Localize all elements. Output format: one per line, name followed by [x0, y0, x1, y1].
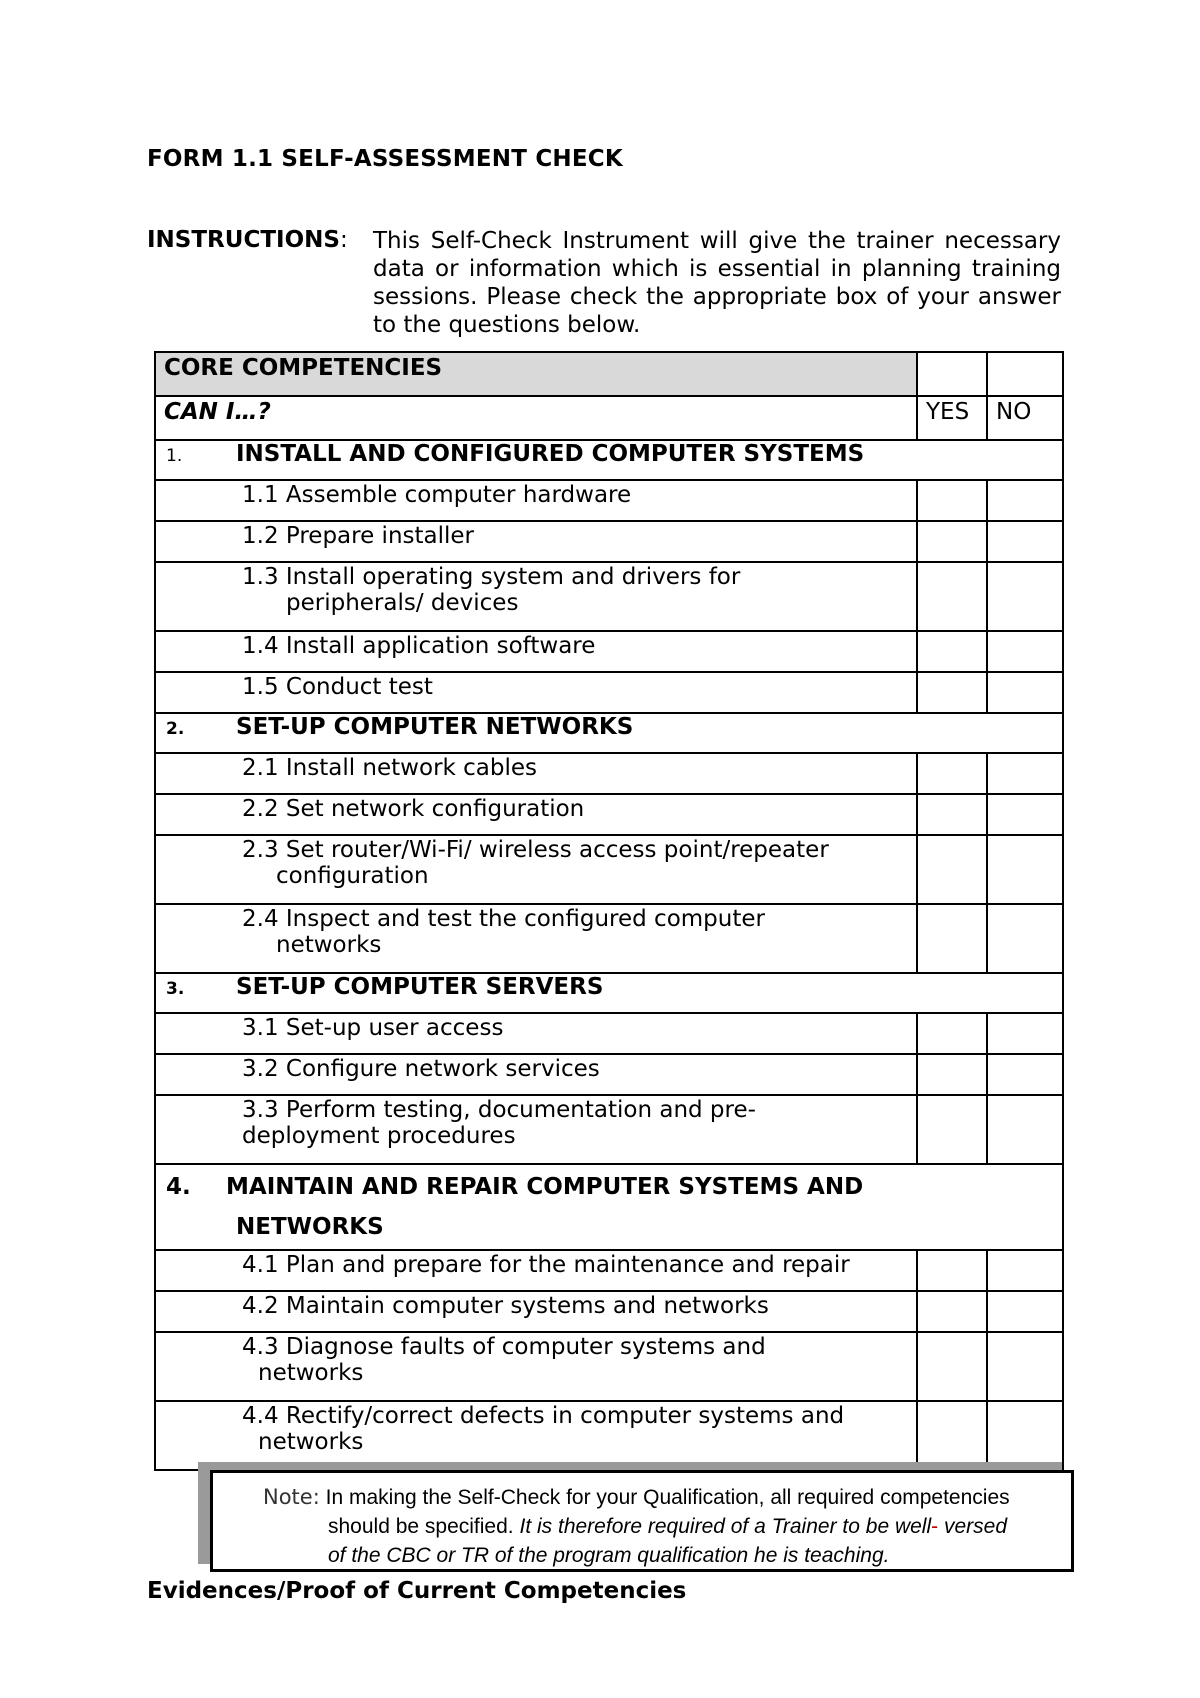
table-row [155, 1250, 1063, 1291]
competency-item: 3.2 Configure network services [155, 1054, 917, 1095]
yes-checkbox-cell[interactable] [917, 1401, 987, 1470]
can-i-row [155, 396, 1063, 440]
note-box [210, 1470, 1074, 1572]
yes-checkbox-cell[interactable] [917, 904, 987, 973]
section-1-header [155, 440, 1063, 480]
yes-checkbox-cell[interactable] [917, 1054, 987, 1095]
item-line-1: 2.3 Set router/Wi-Fi/ wireless access point/repeater [242, 837, 829, 863]
table-row [155, 753, 1063, 794]
note-italic-text-b: versed [938, 1515, 1008, 1538]
yes-checkbox-cell[interactable] [917, 1095, 987, 1164]
no-checkbox-cell[interactable] [987, 631, 1063, 672]
table-row [155, 794, 1063, 835]
section-2-header [155, 713, 1063, 753]
instructions-text: This Self-Check Instrument will give the trainer necessary data or information which is essential in planning training sessions. Please check the appropriate box of your answer to the questions below. [373, 228, 1061, 338]
table-row [155, 835, 1063, 904]
table-row [155, 1054, 1063, 1095]
note-text-line-1: In making the Self-Check for your Qualification, all required competencies [325, 1486, 1010, 1509]
instructions-label-text: INSTRUCTIONS [147, 227, 340, 253]
yes-checkbox-cell[interactable] [917, 1332, 987, 1401]
competency-item [155, 904, 917, 973]
section-number: 2. [166, 719, 185, 739]
section-row [155, 440, 1063, 480]
competency-item: 4.1 Plan and prepare for the maintenance and repair [155, 1250, 917, 1291]
self-assessment-table [154, 351, 1064, 1471]
yes-checkbox-cell[interactable] [917, 1250, 987, 1291]
table-row [155, 672, 1063, 713]
header-blank-yes [917, 352, 987, 396]
no-checkbox-cell[interactable] [987, 835, 1063, 904]
section-4-header [155, 1164, 1063, 1250]
table-row [155, 562, 1063, 631]
competency-item: 1.1 Assemble computer hardware [155, 480, 917, 521]
no-checkbox-cell[interactable] [987, 521, 1063, 562]
can-i-label: CAN I…? [155, 396, 917, 440]
note-text-line-2: should be specified. [328, 1515, 514, 1538]
yes-checkbox-cell[interactable] [917, 480, 987, 521]
competency-item [155, 1332, 917, 1401]
item-line-1: 1.3 Install operating system and drivers for [242, 564, 741, 590]
note-label: Note: [263, 1485, 320, 1509]
section-row [155, 713, 1063, 753]
no-column-header: NO [987, 396, 1063, 440]
section-title: INSTALL AND CONFIGURED COMPUTER SYSTEMS [236, 441, 865, 467]
section-title: SET-UP COMPUTER SERVERS [236, 974, 604, 1000]
section-row [155, 973, 1063, 1013]
table-row [155, 631, 1063, 672]
section-number: 3. [166, 979, 185, 999]
table-row [155, 1095, 1063, 1164]
yes-checkbox-cell[interactable] [917, 835, 987, 904]
note-line-2 [263, 1512, 1059, 1541]
section-3-header [155, 973, 1063, 1013]
item-line-2: peripherals/ devices [286, 590, 519, 616]
no-checkbox-cell[interactable] [987, 904, 1063, 973]
no-checkbox-cell[interactable] [987, 1095, 1063, 1164]
competency-item: 1.2 Prepare installer [155, 521, 917, 562]
note-italic-text: It is therefore required of a Trainer to be well [519, 1515, 932, 1538]
item-line-1: 3.3 Perform testing, documentation and pre- [242, 1097, 756, 1123]
table-row [155, 1332, 1063, 1401]
table-row [155, 1291, 1063, 1332]
evidence-heading: Evidences/Proof of Current Competencies [147, 1578, 687, 1604]
item-line-1: 2.4 Inspect and test the configured computer [242, 906, 765, 932]
section-title-line-2: NETWORKS [236, 1214, 384, 1240]
competency-item [155, 562, 917, 631]
no-checkbox-cell[interactable] [987, 753, 1063, 794]
table-row [155, 904, 1063, 973]
competency-item: 2.1 Install network cables [155, 753, 917, 794]
competency-item: 1.4 Install application software [155, 631, 917, 672]
item-line-2: networks [258, 1360, 364, 1386]
yes-checkbox-cell[interactable] [917, 672, 987, 713]
no-checkbox-cell[interactable] [987, 562, 1063, 631]
no-checkbox-cell[interactable] [987, 794, 1063, 835]
item-line-2: networks [258, 1429, 364, 1455]
no-checkbox-cell[interactable] [987, 1250, 1063, 1291]
section-number: 4. [166, 1174, 191, 1200]
form-title: FORM 1.1 SELF-ASSESSMENT CHECK [147, 146, 623, 172]
table-row [155, 521, 1063, 562]
core-competencies-header-row [155, 352, 1063, 396]
yes-checkbox-cell[interactable] [917, 631, 987, 672]
note-text-line-3: of the CBC or TR of the program qualification he is teaching. [328, 1544, 890, 1567]
competency-item [155, 1401, 917, 1470]
competency-item [155, 835, 917, 904]
competency-item: 1.5 Conduct test [155, 672, 917, 713]
competency-item: 2.2 Set network configuration [155, 794, 917, 835]
no-checkbox-cell[interactable] [987, 1401, 1063, 1470]
table-row [155, 1013, 1063, 1054]
section-title: MAINTAIN AND REPAIR COMPUTER SYSTEMS AND [226, 1174, 864, 1200]
yes-checkbox-cell[interactable] [917, 562, 987, 631]
yes-column-header: YES [917, 396, 987, 440]
no-checkbox-cell[interactable] [987, 1054, 1063, 1095]
item-line-1: 4.3 Diagnose faults of computer systems and [242, 1334, 766, 1360]
core-competencies-header: CORE COMPETENCIES [155, 352, 917, 396]
competency-item: 4.2 Maintain computer systems and networks [155, 1291, 917, 1332]
instructions-label [147, 227, 348, 253]
note-hyphen: - [931, 1515, 939, 1538]
no-checkbox-cell[interactable] [987, 1332, 1063, 1401]
yes-checkbox-cell[interactable] [917, 1291, 987, 1332]
competency-item: 3.1 Set-up user access [155, 1013, 917, 1054]
section-number: 1. [166, 446, 183, 466]
instructions-colon: : [339, 227, 348, 253]
section-row [155, 1164, 1063, 1250]
table-row [155, 480, 1063, 521]
no-checkbox-cell[interactable] [987, 1291, 1063, 1332]
yes-checkbox-cell[interactable] [917, 521, 987, 562]
no-checkbox-cell[interactable] [987, 1013, 1063, 1054]
item-line-1: 4.4 Rectify/correct defects in computer systems and [242, 1403, 845, 1429]
table-row [155, 1401, 1063, 1470]
yes-checkbox-cell[interactable] [917, 1013, 987, 1054]
no-checkbox-cell[interactable] [987, 480, 1063, 521]
item-line-2: deployment procedures [242, 1123, 516, 1149]
item-line-2: configuration [276, 863, 429, 889]
competency-item [155, 1095, 917, 1164]
item-line-2: networks [276, 932, 382, 958]
yes-checkbox-cell[interactable] [917, 794, 987, 835]
header-blank-no [987, 352, 1063, 396]
section-title: SET-UP COMPUTER NETWORKS [236, 714, 634, 740]
yes-checkbox-cell[interactable] [917, 753, 987, 794]
no-checkbox-cell[interactable] [987, 672, 1063, 713]
